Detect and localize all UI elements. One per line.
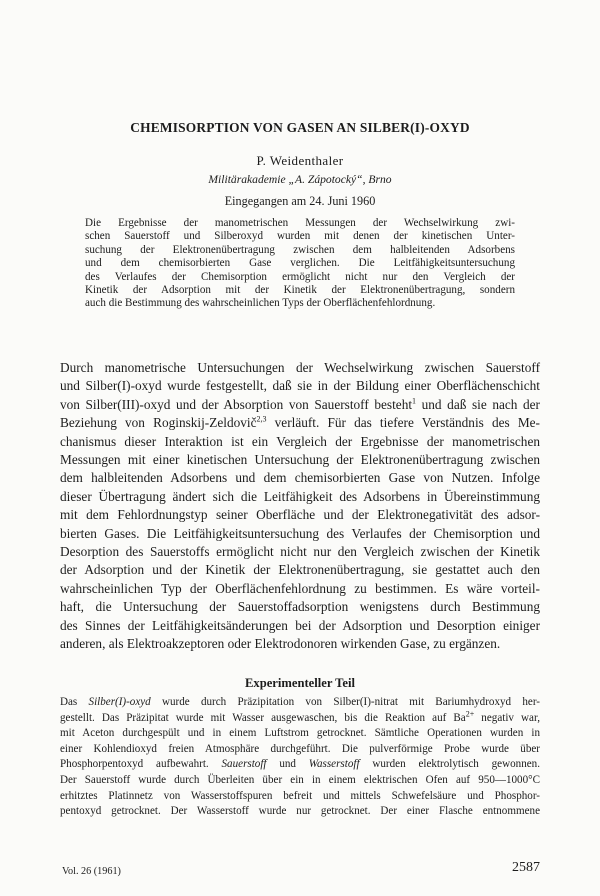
body-text: wurde durch Präzipitation von Silber(I)-nitrat mit Bariumhydroxyd her- — [150, 696, 540, 708]
italic-term: Silber(I)-oxyd — [88, 696, 151, 708]
author-affiliation: Militärakademie „A. Zápotocký“, Brno — [208, 173, 392, 186]
body-text: Beziehung von Roginskij-Zeldovič — [60, 415, 257, 431]
reference-superscript: 1 — [412, 396, 417, 406]
body-line: dem halbleitenden Adsorbens und dem chemisorbierten Gase von Nutzen. Infolge — [60, 470, 540, 486]
body-text: und — [266, 758, 309, 771]
body-text: negativ war, — [474, 711, 540, 724]
italic-term: Wasserstoff — [308, 758, 360, 771]
abstract-line: schen Sauerstoff und Silberoxyd wurden mit denen der kinetischen Unter- — [85, 230, 515, 243]
introduction-paragraph — [60, 359, 540, 654]
section-heading: Experimenteller Teil — [245, 676, 355, 690]
received-date: Eingegangen am 24. Juni 1960 — [224, 194, 376, 208]
abstract-line: auch die Bestimmung des wahrscheinlichen Typs der Oberflächenfehlordnung. — [85, 297, 436, 310]
body-line: Desorption des Sauerstoffs ermöglicht nicht nur den Vergleich zwischen der Kinetik — [60, 544, 540, 560]
body-line — [60, 414, 540, 432]
charge-superscript: 2+ — [465, 708, 475, 718]
page-number: 2587 — [512, 860, 540, 875]
body-text: Phosphorpentoxyd aufbewahrt. — [60, 758, 222, 771]
abstract-line: und dem chemisorbierten Gase verglichen. Die Leitfähigkeitsuntersuchung — [85, 257, 515, 270]
author-name: P. Weidenthaler — [256, 153, 344, 168]
body-line — [60, 757, 540, 773]
body-line: wahrscheinlichen Typ der Oberflächenfehlordnung zu bestimmen. Es wäre vorteil- — [60, 580, 540, 596]
italic-term: Sauerstoff — [221, 758, 267, 771]
reference-superscript: 2,3 — [256, 414, 267, 424]
body-line: Messungen mit einer kinetischen Untersuchung der Elektronenübertragung zwischen — [60, 452, 540, 468]
body-line: mit dem Fehlordnungstyp seiner Oberfläche und der Elektronegativität des adsor- — [60, 507, 540, 523]
abstract-line: Die Ergebnisse der manometrischen Messungen der Wechselwirkung zwi- — [85, 217, 515, 229]
journal-volume: Vol. 26 (1961) — [62, 866, 121, 877]
body-line: Durch manometrische Untersuchungen der Wechselwirkung zwischen Sauerstoff — [60, 360, 540, 375]
body-line: anderen, als Elektroakzeptoren oder Elektrodonoren wirkenden Gase, zu ergänzen. — [60, 636, 501, 652]
body-line: mit Aceton durchgespült und in einem Luftstrom getrocknet. Sämtliche Operationen wurden in — [60, 727, 540, 740]
body-line: erhitztes Platinnetz von Wasserstoffspuren befreit und mittels Schwefelsäure und Phosphor- — [60, 789, 540, 802]
body-text: verläuft. Für das tiefere Verständnis des Me- — [266, 415, 540, 431]
body-line: haft, die Untersuchung der Sauerstoffadsorption wenigstens durch Bestimmung — [60, 599, 540, 615]
abstract-line: des Verlaufes der Chemisorption ermöglicht nicht nur den Vergleich der — [85, 270, 515, 283]
body-line: des Sinnes der Leitfähigkeitsänderungen bei der Adsorption und Desorption einiger — [60, 617, 540, 633]
body-line: Der Sauerstoff wurde durch Überleiten über ein in einem elektrischen Ofen auf 950—1000°C — [60, 773, 540, 786]
body-line: einer Kohlendioxyd freien Atmosphäre durchgeführt. Die pulverförmige Probe wurde über — [60, 742, 540, 755]
abstract-line: Kinetik der Adsorption mit der Kinetik der Elektronenübertragung, sondern — [85, 284, 515, 297]
body-text: Das — [60, 696, 89, 708]
body-line: und Silber(I)-oxyd wurde festgestellt, daß sie in der Bildung einer Oberflächenschicht — [60, 378, 540, 394]
body-line: bierten Gases. Die Leitfähigkeitsuntersuchung des Verlaufes der Chemisorption und — [60, 525, 540, 541]
body-text: und daß sie nach der — [416, 396, 540, 412]
experimental-paragraph — [60, 695, 540, 820]
body-line — [60, 708, 540, 727]
article-title: CHEMISORPTION VON GASEN AN SILBER(I)-OXYD — [130, 120, 470, 135]
abstract — [85, 217, 515, 311]
body-text: von Silber(III)-oxyd und der Absorption von Sauerstoff besteht — [60, 396, 413, 412]
body-text: gestellt. Das Präzipitat wurde mit Wasser ausgewaschen, bis die Reaktion auf Ba — [60, 711, 466, 724]
body-line: pentoxyd getrocknet. Der Wasserstoff wurde nur getrocknet. Der einer Flasche entnommene — [60, 805, 540, 818]
body-text: wurden elektrolytisch gewonnen. — [359, 758, 541, 771]
body-line: der Adsorption und der Kinetik der Elektronenübertragung, sie gestattet auch den — [60, 562, 540, 578]
body-line — [60, 396, 540, 414]
abstract-line: suchung der Elektronenübertragung zwischen dem halbleitenden Adsorbens — [85, 243, 515, 256]
body-line: chanismus dieser Interaktion ist ein Vergleich der Ergebnisse der manometrischen — [60, 433, 540, 449]
body-line: dieser Übertragung ändert sich die Leitfähigkeit des Adsorbens in Übereinstimmung — [60, 488, 540, 504]
